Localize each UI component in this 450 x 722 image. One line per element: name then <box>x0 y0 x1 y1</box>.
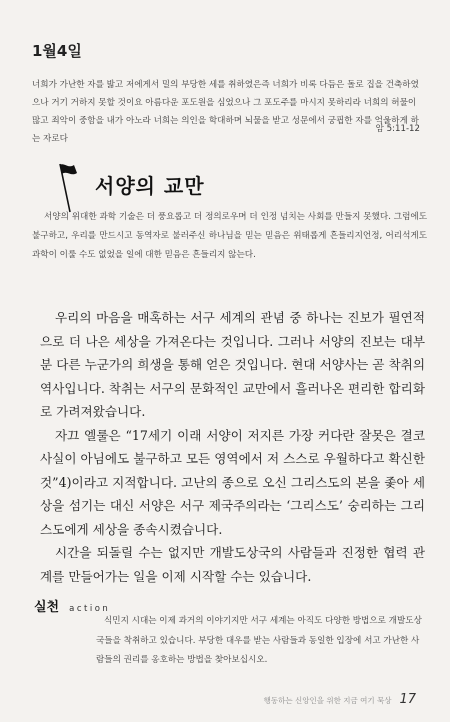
flag-icon <box>56 160 78 214</box>
page-number: 17 <box>399 692 416 707</box>
body-paragraph: 자끄 엘룰은 “17세기 이래 서양이 저지른 가장 커다란 잘못은 결코 사실이 아님에도 불구하고 모든 영역에서 저 스스로 우월하다고 확신한 것”4)이라고 지적합니다. 고난의 종으로 오신 그리스도의 본을 좇아 세상을 섬기는 대신 서양은 서구 제국주의라는 ‘그리스도’ 숭리하는 그리스도에게 세상을 종속시켰습니다. <box>40 427 425 537</box>
intro-paragraph: 서양의 위대한 과학 기술은 더 풍요롭고 더 정의로우며 더 인정 넘치는 사회를 만들지 못했다. 그럼에도 불구하고, 우리를 만드시고 동역자로 불러주신 하나님을 믿는 믿음은 위태롭게 흔들리지언정, 어리석게도 과학이 이룰 수도 없었을 일에 대한 믿음은 흔들리지 않는다. <box>32 212 427 260</box>
running-footer-title: 행동하는 신앙인을 위한 지금 여기 묵상 <box>263 696 392 705</box>
action-text: 식민지 시대는 이제 과거의 이야기지만 서구 세계는 아직도 다양한 방법으로 개발도상국들을 착취하고 있습니다. 부당한 대우를 받는 사람들과 동일한 입장에 서고 가난한 사람들의 권리를 옹호하는 방법을 찾아보십시오. <box>96 616 422 666</box>
main-body <box>40 306 425 588</box>
section-title: 서양의 교만 <box>95 174 205 198</box>
page-footer <box>264 692 416 707</box>
body-paragraph: 우리의 마음을 매혹하는 서구 세계의 관념 중 하나는 진보가 필연적으로 더 나은 세상을 가져온다는 것입니다. 그러나 서양의 진보는 대부분 다른 누군가의 희생을 통해 얻은 것입니다. 현대 서양사는 곧 착취의 역사입니다. 착취는 서구의 문화적인 교만에서 흘러나온 편리한 합리화로 가려져왔습니다. <box>40 310 425 419</box>
scripture-verse: 너희가 가난한 자를 밟고 저에게서 밀의 부당한 세를 취하였은즉 너희가 비록 다듬은 돌로 집을 건축하였으나 거기 거하지 못할 것이요 아름다운 포도원을 심었으나 그 포도주를 마시지 못하리라 너희의 허물이 많고 죄악이 중함을 내가 아노라 너희는 의인을 학대하며 뇌물을 받고 성문에서 궁핍한 자를 억울하게 하는 자로다 <box>32 80 419 144</box>
action-heading-english: action <box>69 604 111 614</box>
body-paragraph: 시간을 되돌릴 수는 없지만 개발도상국의 사람들과 진정한 협력 관계를 만들어가는 일을 이제 시작할 수는 있습니다. <box>40 545 425 584</box>
devotion-date: 1월4일 <box>32 42 82 60</box>
scripture-reference: 암 5:11-12 <box>375 124 420 134</box>
action-heading-korean: 실천 <box>34 600 60 615</box>
